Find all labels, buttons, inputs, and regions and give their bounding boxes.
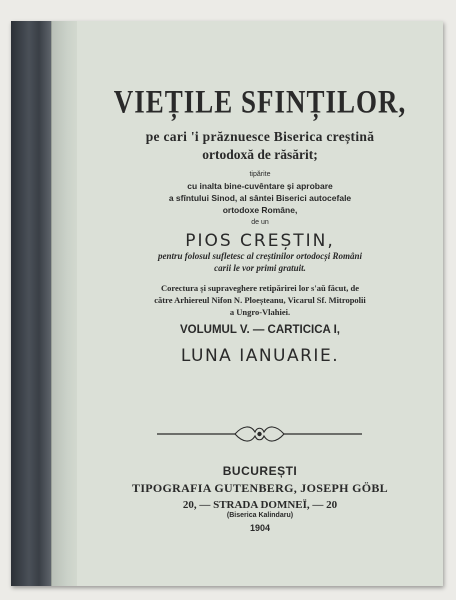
author-name: PIOS CREȘTIN, <box>185 231 335 251</box>
by-word: de un <box>251 219 269 226</box>
blessing-line2: a sfîntului Sinod, al sântei Biserici autocefale <box>168 193 352 203</box>
blessing-line1: cu inalta bine-cuvêntare și aprobare <box>187 181 333 191</box>
purpose-line1: pentru folosul sufletesc al creștinilor ortodocși Români <box>157 251 363 261</box>
book-cover <box>77 21 443 586</box>
correction-line1: Corectura și supraveghere retipărirei lor s'aŭ făcut, de <box>161 283 359 293</box>
month-label: LUNA IANUARIE. <box>180 346 340 366</box>
church-label: (Biserica Kalindaru) <box>226 512 294 519</box>
purpose-line2: carii le vor primi gratuit. <box>214 263 306 273</box>
year-label: 1904 <box>249 523 271 533</box>
cover-subtitle-line1: pe cari 'i prăznuesce Biserica creștină <box>145 129 375 144</box>
booklet <box>11 21 443 586</box>
printer-label: TIPOGRAFIA GUTENBERG, JOSEPH GÖBL <box>132 481 388 495</box>
city-label: BUCUREȘTI <box>222 464 298 478</box>
cover-subtitle-line2: ortodoxă de răsărit; <box>202 147 318 162</box>
volume-label: VOLUMUL V. — CARTICICA I, <box>180 324 340 336</box>
spine-edge <box>51 21 78 586</box>
cover-title: VIEȚILE SFINȚILOR, <box>113 83 407 120</box>
printed-word: tipărite <box>249 171 271 178</box>
blessing-line3: ortodoxe Române, <box>222 205 298 215</box>
correction-line2: către Arhiereul Nifon N. Ploeșteanu, Vicarul Sf. Mitropolii <box>154 295 366 305</box>
ornament-divider-icon <box>157 423 362 445</box>
correction-line3: a Ungro-Vlahiei. <box>229 307 291 317</box>
book-spine <box>11 21 51 586</box>
street-label: 20, — STRADA DOMNEÏ, — 20 <box>182 499 338 511</box>
